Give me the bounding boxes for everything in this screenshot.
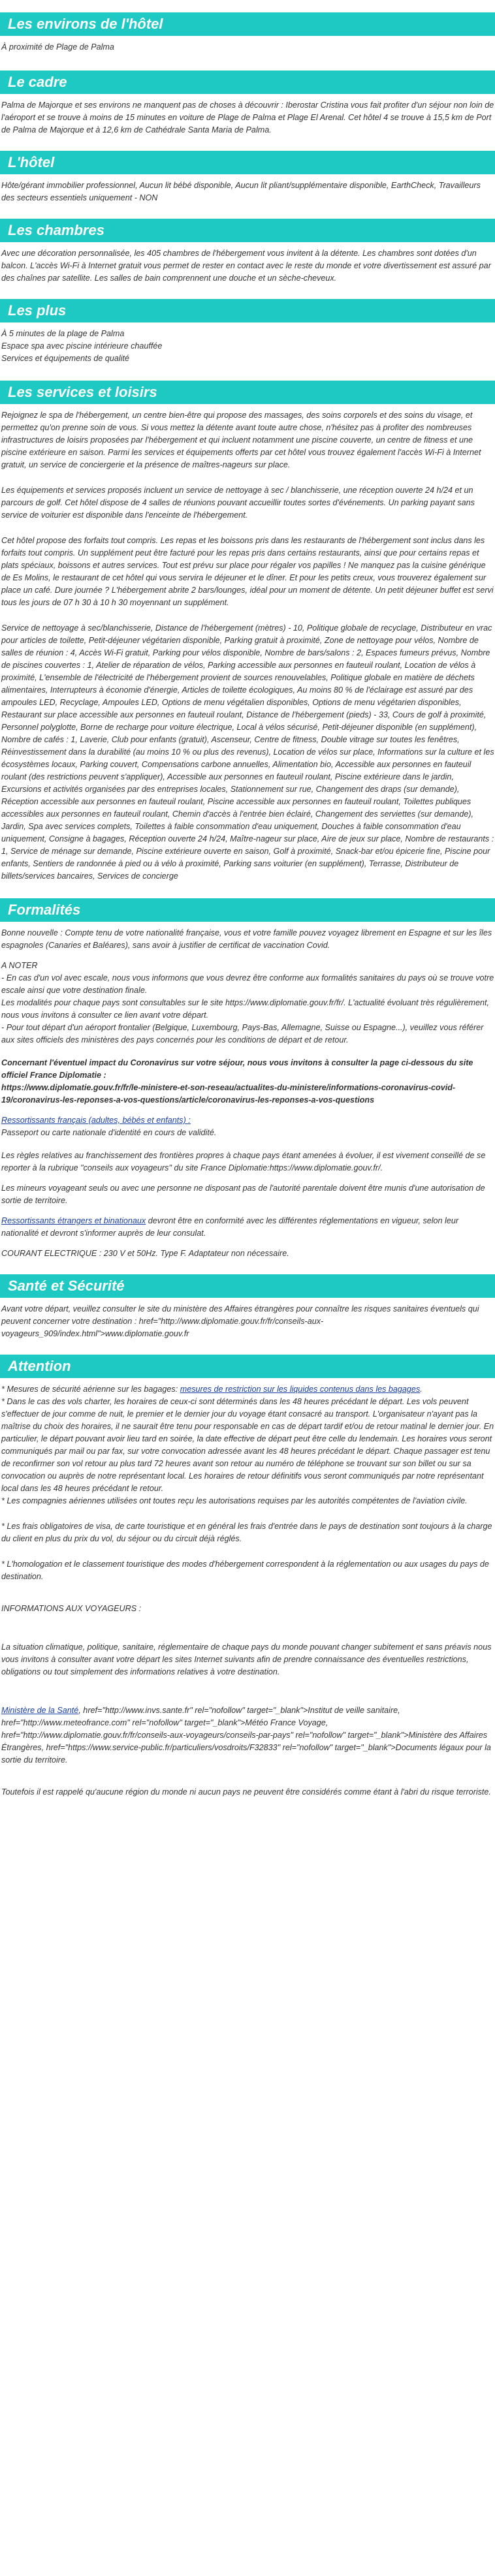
- section-title: Attention: [8, 1358, 71, 1374]
- res-fr-anchor[interactable]: Ressortissants français (adultes, bébés et enfants) :: [1, 1116, 191, 1125]
- section-header-hotel: [0, 151, 495, 174]
- liquid-restriction-link[interactable]: mesures de restriction sur les liquides contenus dans les bagages: [180, 1385, 421, 1394]
- section-hotel: [0, 151, 495, 204]
- attention-p2: * Les frais obligatoires de visa, de carte touristique et en général les frais d'entrée dans le pays de destination sont toujours à la charge du client en plus du prix du vol, du séjour ou du circuit déjà réglés.: [1, 1522, 492, 1543]
- section-content: [0, 1303, 495, 1340]
- cadre-text: Palma de Majorque et ses environs ne manquent pas de choses à découvrir : Iberostar Cristina vous fait profiter d'un séjour non loin de l'aéroport et se trouve à moins de 15 minutes en voiture de Plage de Palma et Plage El Arenal. Cet hôtel 4 se trouve à 15,5 km de Port de Palma de Majorque et à 12,6 km de Cathédrale Santa Maria de Palma.: [1, 101, 494, 134]
- services-p4: Service de nettoyage à sec/blanchisserie, Distance de l'hébergement (mètres) - 10, Politique globale de recyclage, Distributeur en vrac pour articles de toilette, Petit-déjeuner végétarien disponible, Parking gratuit à proximité, Zone de nettoyage pour vélos, Nombre de salles de réunion : 4, Accès Wi-Fi gratuit, Parking pour vélos disponible, Nombre de bars/salons : 2, Espaces fumeurs prévus, Nombre de piscines couvertes : 1, Atelier de réparation de vélos, Parking accessible aux personnes en fauteuil roulant, Location de vélos à proximité, L'ensemble de l'électricité de l'hébergement provient de sources renouvelables, Politique globale en matière de déchets alimentaires, Interrupteurs à économie d'énergie, Articles de toilette écologiques, Au moins 80 % de l'éclairage est assuré par des ampoules LED, Recyclage, Ampoules LED, Options de menu végétalien disponibles, Options de menu végétarien disponibles, Restaurant sur place accessible aux personnes en fauteuil roulant, Distance de l'hébergement (pieds) - 33, Cours de golf à proximité, Personnel polyglotte, Borne de recharge pour voiture électrique, Local à vélos sécurisé, Petit-déjeuner disponible (en supplément), Nombre de cafés : 1, Laverie, Club pour enfants (gratuit), Ascenseur, Centre de fitness, Double vitrage sur toutes les fenêtres, Réinvestissement dans la durabilité (au moins 10 % ou plus des revenus), Location de vélos sur place, Informations sur la culture et les écosystèmes locaux, Parking couvert, Compensations carbone annuelles, Alimentation bio, Accessible aux personnes en fauteuil roulant (des restrictions peuvent s'appliquer), Accessible aux personnes en fauteuil roulant, Piscine extérieure dans le jardin, Excursions et activités organisées par des entreprises locales, Stationnement sur rue, Changement des draps (sur demande), Réception accessible aux personnes en fauteuil roulant, Piscine accessible aux personnes en fauteuil roulant, Toilettes publiques accessibles aux personnes en fauteuil roulant, Chemin d'accès à l'entrée bien éclairé, Changement des serviettes (sur demande), Jardin, Spa avec services complets, Toilettes à faible consommation d'eau uniquement, Douches à faible consommation d'eau uniquement, Consigne à bagages, Réception ouverte 24 h/24, Maître-nageur sur place, Aire de jeux sur place, Nombre de restaurants : 1, Service de ménage sur demande, Piscine extérieure ouverte en saison, Golf à proximité, Snack-bar et/ou épicerie fine, Piscine pour enfants, Sentiers de randonnée à pied ou à vélo à proximité, Parking sans voiturier (en supplément), Terrasse, Distributeur de billets/services bancaires, Services de concierge: [1, 623, 494, 881]
- res-et-link[interactable]: Ressortissants étrangers et binationaux: [1, 1216, 146, 1225]
- section-content: [0, 328, 495, 365]
- res-et: [1, 1215, 495, 1240]
- services-p3: Cet hôtel propose des forfaits tout compris. Les repas et les boissons pris dans les restaurants de l'hébergement sont inclus dans les forfaits tout compris. Un supplément peut être facturé pour les repas pris dans certains restaurants, ainsi que pour certains repas et plats spéciaux, boissons et autres services. Tout est prévu sur place pour régaler vos papilles ! Ne manquez pas la cuisine générique de Es Molins, le restaurant de cet hôtel qui vous servira le déjeuner et le dîner. Et pour les petits creux, vous trouverez également sur place un café. Dure journée ? L'hébergement abrite 2 bars/lounges, idéal pour un moment de détente. Un petit déjeuner buffet est servi tous les jours de 07 h 30 à 10 h 30 moyennant un supplément.: [1, 536, 494, 607]
- minors-text: Les mineurs voyageant seuls ou avec une personne ne disposant pas de l'autorité parentale doivent être munis d'une autorisation de sortie de territoire.: [1, 1184, 485, 1205]
- section-content: [0, 247, 495, 285]
- info-text: La situation climatique, politique, sanitaire, réglementaire de chaque pays du monde pouvant changer subitement et sans préavis nous vous invitons à consulter avant votre départ les sites Internet suivants afin de prendre connaissance des éventuelles restrictions, obligations ou tout simplement des informations relatives à votre destination.: [1, 1642, 492, 1676]
- plus-item: Espace spa avec piscine intérieure chauffée: [1, 341, 163, 351]
- section-cadre: [0, 71, 495, 136]
- section-header-environs: [0, 12, 495, 36]
- attention-p3: * L'homologation et le classement touristique des modes d'hébergement correspondent à la réglementation ou aux usages du pays de destination.: [1, 1560, 489, 1581]
- links-paragraph: [1, 1704, 495, 1767]
- plus-item: Services et équipements de qualité: [1, 354, 130, 363]
- section-content: [0, 41, 495, 54]
- attention-p1-end: * Les compagnies aériennes utilisées ont toutes reçu les autorisations requises par les autorités compétentes de l'aviation civile.: [1, 1496, 468, 1505]
- res-et-text: devront être en conformité avec les différentes réglementations en vigueur, selon leur nationalité et devront s'informer auprès de leur consulat.: [1, 1216, 459, 1238]
- attention-p1-post: .: [420, 1385, 423, 1394]
- services-p2: Les équipements et services proposés incluent un service de nettoyage à sec / blanchisserie, une réception ouverte 24 h/24 et un parcours de golf. Cet hôtel dispose de 4 salles de réunions pouvant accueillir toutes sortes d'événements. Un parking payant sans service de voiturier est disponible dans l'enceinte de l'hébergement.: [1, 486, 475, 520]
- rules-text: Les règles relatives au franchissement des frontières propres à chaque pays étant amenées à évoluer, il est vivement conseillé de se reporter à la rubrique "conseils aux voyageurs" du site France Diplomatie:https://www.diplomatie.gouv.fr/.: [1, 1151, 486, 1172]
- section-attention: [0, 1355, 495, 1798]
- ministere-sante-link[interactable]: Ministère de la Santé: [1, 1706, 79, 1715]
- section-services: [0, 381, 495, 883]
- section-title: Les environs de l'hôtel: [8, 16, 163, 32]
- section-title: Les chambres: [8, 222, 104, 238]
- covid-notice: [1, 1057, 495, 1107]
- section-title: Santé et Sécurité: [8, 1278, 125, 1294]
- sante-text: Avant votre départ, veuillez consulter le site du ministère des Affaires étrangères pour connaître les risques sanitaires éventuels qui peuvent concerner votre destination : href="http://www.diplomatie.gouv.fr/fr/conseils-aux-voyageurs_909/index.html">www.diplomatie.gouv.fr: [1, 1304, 479, 1338]
- attention-p1: [1, 1383, 495, 1396]
- res-fr-link[interactable]: [1, 1114, 495, 1127]
- plus-item: À 5 minutes de la plage de Palma: [1, 329, 125, 338]
- res-fr-text: Passeport ou carte nationale d'identité en cours de validité.: [1, 1128, 217, 1137]
- covid-notice-link: https://www.diplomatie.gouv.fr/fr/le-ministere-et-son-reseau/actualites-du-ministere/informations-coronavirus-covid-19/coronavirus-les-reponses-a-vos-questions/article/coronavirus-les-reponses-a-vos-questions: [1, 1083, 456, 1105]
- note-line: - Pour tout départ d'un aéroport frontalier (Belgique, Luxembourg, Pays-Bas, Allemagne, Suisse ou Espagne...), veuillez vous référer aux sites officiels des ministères des pays concernés pour les conditions de départ et de retour.: [1, 1023, 484, 1045]
- note-title: A NOTER: [1, 961, 38, 970]
- section-header-chambres: [0, 219, 495, 242]
- section-sante: [0, 1274, 495, 1340]
- section-environs: [0, 0, 495, 54]
- section-chambres: [0, 219, 495, 285]
- section-title: Les services et loisirs: [8, 384, 157, 400]
- section-header-cadre: [0, 71, 495, 94]
- section-formalites: [0, 898, 495, 1260]
- section-header-formalites: [0, 898, 495, 922]
- section-header-attention: [0, 1355, 495, 1378]
- section-header-sante: [0, 1274, 495, 1298]
- attention-p1-pre: * Mesures de sécurité aérienne sur les bagages:: [1, 1385, 180, 1394]
- section-content: [0, 99, 495, 136]
- environs-text: À proximité de Plage de Palma: [1, 42, 114, 52]
- hotel-text: Hôte/gérant immobilier professionnel, Aucun lit bébé disponible, Aucun lit pliant/supplémentaire disponible, EarthCheck, Travailleurs des secteurs essentiels uniquement - NON: [1, 181, 481, 202]
- section-content: [0, 927, 495, 1260]
- courant-text: COURANT ELECTRIQUE : 230 V et 50Hz. Type F. Adaptateur non nécessaire.: [1, 1249, 289, 1258]
- section-content: [0, 1383, 495, 1798]
- info-title: INFORMATIONS AUX VOYAGEURS :: [1, 1604, 142, 1613]
- services-p1: Rejoignez le spa de l'hébergement, un centre bien-être qui propose des massages, des soins corporels et des soins du visage, et permettez qu'on prenne soin de vous. Si vous mettez la détente avant toute autre chose, n'hésitez pas à profiter des nombreuses infrastructures de loisirs proposées par l'hébergement et qui incluent notamment une piscine couverte, un centre de fitness et une piscine extérieure en saison. Parmi les services et équipements offerts par cet hôtel vous trouvez également l'accès Wi-Fi à Internet gratuit, un service de conciergerie et la présence de maîtres-nageurs sur place.: [1, 411, 481, 469]
- links-text: , href="http://www.invs.sante.fr" rel="nofollow" target="_blank">Institut de veille sanitaire, href="http://www.meteofrance.com" rel="nofollow" target="_blank">Météo France Voyage, href="http://www.diplomatie.gouv.fr/fr/conseils-aux-voyageurs/conseils-par-pays" rel="nofollow" target="_blank">Ministère des Affaires Étrangères, href="https://www.service-public.fr/particuliers/vosdroits/F32833" rel="nofollow" target="_blank">Documents légaux pour la sortie du territoire.: [1, 1706, 491, 1765]
- section-title: Le cadre: [8, 74, 67, 90]
- covid-notice-text: Concernant l'éventuel impact du Coronavirus sur votre séjour, nous vous invitons à consulter la page ci-dessous du site officiel France Diplomatie :: [1, 1058, 473, 1080]
- section-content: [0, 409, 495, 883]
- section-title: Formalités: [8, 902, 81, 918]
- attention-p1-rest: * Dans le cas des vols charter, les horaires de ceux-ci sont déterminés dans les 48 heures précédant le départ. Les vols peuvent s'effectuer de jour comme de nuit, le premier et le dernier jour du voyage étant consacré au transport. L'organisateur n'ayant pas la maîtrise du choix des horaires, il ne saurait être tenu pour responsable en cas de départ tardif et/ou de retour matinal le dernier jour. En particulier, le départ pouvant avoir lieu tard en soirée, la date effective de départ peut être celle du lendemain. Les horaires vous seront communiqués par mail ou par fax, sur votre convocation adressée avant les 48 heures précédant le départ. Chaque passager est tenu de reconfirmer son vol retour au plus tard 72 heures avant son retour au numéro de téléphone se trouvant sur son billet ou sur sa convocation ou auprès de notre représentant local. Les horaires de retour définitifs vous seront communiqués par notre représentant local dans les 48 heures précédant le retour.: [1, 1397, 494, 1493]
- note-line: Les modalités pour chaque pays sont consultables sur le site https://www.diplomatie.gouv.fr/fr/. L'actualité évoluant très régulièrement, nous vous invitons à consulter ce lien avant votre départ.: [1, 998, 489, 1020]
- section-header-plus: [0, 299, 495, 322]
- section-content: [0, 180, 495, 204]
- section-header-services: [0, 381, 495, 404]
- note-line: - En cas d'un vol avec escale, nous vous informons que vous devrez être conforme aux formalités sanitaires du pays où se trouve votre escale ainsi que votre destination finale.: [1, 973, 494, 995]
- formalites-p1: Bonne nouvelle : Compte tenu de votre nationalité française, vous et votre famille pouvez voyagez librement en Espagne et sur les îles espagnoles (Canaries et Baléares), sans avoir à justifier de certificat de vaccination Covid.: [1, 928, 492, 950]
- section-title: Les plus: [8, 302, 67, 319]
- section-plus: [0, 299, 495, 365]
- final-text: Toutefois il est rappelé qu'aucune région du monde ni aucun pays ne peuvent être considérés comme étant à l'abri du risque terroriste.: [1, 1787, 491, 1797]
- section-title: L'hôtel: [8, 154, 55, 170]
- chambres-text: Avec une décoration personnalisée, les 405 chambres de l'hébergement vous invitent à la détente. Les chambres sont dotées d'un balcon. L'accès Wi-Fi à Internet gratuit vous permet de rester en contact avec le reste du monde et votre divertissement est assuré par des chaînes par satellite. Les salles de bain comprennent une douche et un sèche-cheveux.: [1, 249, 491, 283]
